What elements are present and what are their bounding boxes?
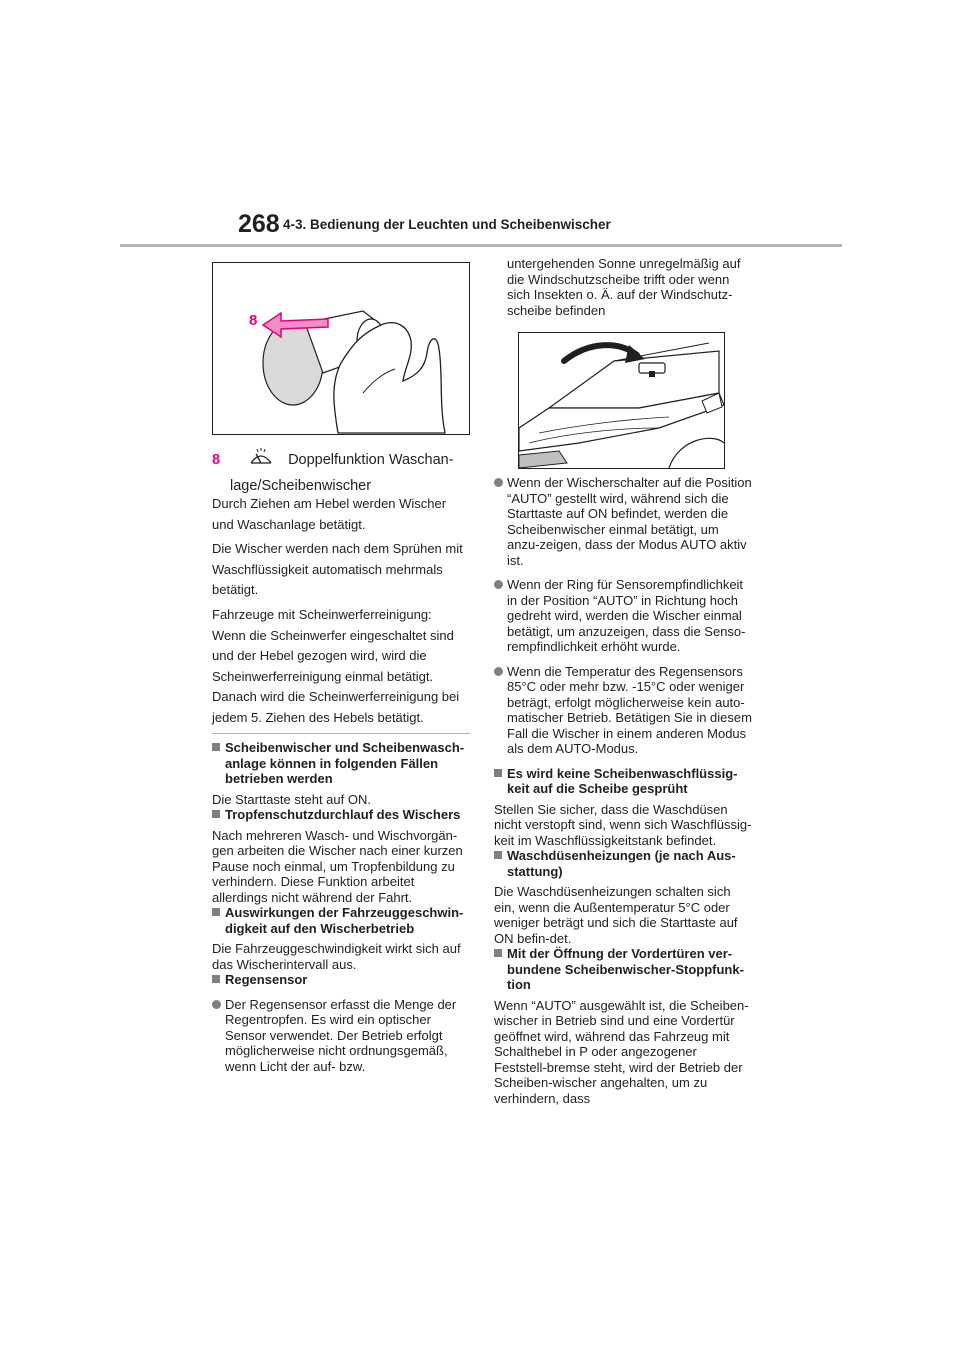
right-notes-lower (494, 475, 752, 1106)
washer-wiper-icon (248, 448, 274, 468)
body-line: Die Wischer werden nach dem Sprühen mit (212, 541, 463, 557)
continued-text: untergehenden Sonne unregelmäßig auf die Windschutzscheibe trifft oder wenn sich Insekten o. Ä. auf der Windschutz-scheibe befinden (507, 256, 741, 318)
body-line: betätigt. (212, 582, 259, 598)
note-bullet: Der Regensensor erfasst die Menge der Regentropfen. Es wird ein optischer Sensor verwendet. Der Betrieb erfolgt möglicherweise nicht ordnungsgemäß, wenn Licht der auf- bzw. (212, 997, 470, 1075)
body-line: Scheinwerferreinigung einmal betätigt. (212, 668, 434, 684)
square-bullet-icon (494, 949, 502, 957)
note-text: Die Waschdüsenheizungen schalten sich ein, wenn die Außentemperatur 5°C oder weniger beträgt und sich die Starttaste auf ON befin-det. (494, 884, 738, 946)
lever-pull-illustration (213, 263, 469, 434)
square-bullet-icon (212, 743, 220, 751)
body-line: Fahrzeuge mit Scheinwerferreinigung: (212, 606, 432, 622)
note-text: Die Fahrzeuggeschwindigkeit wirkt sich auf das Wischerintervall aus. (212, 941, 461, 972)
item-8-heading (212, 447, 470, 499)
body-line: und der Hebel gezogen wird, wird die (212, 648, 427, 664)
body-line: Waschflüssigkeit automatisch mehrmals (212, 561, 443, 577)
note-bullet: Wenn der Ring für Sensorempfindlichkeit in der Position “AUTO” in Richtung hoch gedreht wird, werden die Wischer einmal betätigt, um anzuzeigen, dass die Senso-rempfindlichkeit erhöht wurde. (494, 577, 752, 655)
body-line: und Waschanlage betätigt. (212, 516, 366, 532)
round-bullet-icon (494, 667, 503, 676)
square-bullet-icon (212, 810, 220, 818)
note-text: Stellen Sie sicher, dass die Waschdüsen nicht verstopft sind, wenn sich Waschflüssig-keit im Waschflüssigkeitstank befindet. (494, 801, 752, 848)
header-rule (120, 244, 842, 247)
item-number: 8 (212, 452, 221, 468)
item-8-description (212, 494, 474, 729)
note-heading: Mit der Öffnung der Vordertüren ver-bundene Scheibenwischer-Stoppfunk-tion (494, 946, 752, 993)
body-line: Durch Ziehen am Hebel werden Wischer (212, 496, 447, 511)
right-notes (494, 256, 752, 318)
note-heading: Auswirkungen der Fahrzeuggeschwin-digkeit auf den Wischerbetrieb (212, 905, 470, 936)
note-heading: Tropfenschutzdurchlauf des Wischers (212, 807, 470, 823)
square-bullet-icon (494, 851, 502, 859)
rain-sensor-figure (518, 332, 725, 469)
note-heading: Regensensor (212, 972, 470, 988)
note-text: Nach mehreren Wasch- und Wischvorgän-gen arbeiten die Wischer nach einer kurzen Pause noch einmal, um Tropfenbildung zu verhindern. Diese Funktion arbeitet allerdings nicht während der Fahrt. (212, 827, 463, 905)
item-title-line1: Doppelfunktion Waschan- (288, 452, 454, 468)
section-title: 4-3. Bedienung der Leuchten und Scheibenwischer (283, 217, 611, 232)
note-text: Die Starttaste steht auf ON. (212, 791, 371, 807)
round-bullet-icon (212, 1000, 221, 1009)
note-bullet: Wenn der Wischerschalter auf die Position “AUTO” gestellt wird, während sich die Starttaste auf ON befindet, werden die Scheibenwischer einmal betätigt, um anzu-zeigen, dass der Modus AUTO aktiv ist. (494, 475, 752, 568)
square-bullet-icon (212, 975, 220, 983)
lever-figure (212, 262, 470, 435)
square-bullet-icon (212, 908, 220, 916)
item-title-line2: lage/Scheibenwischer (230, 478, 372, 494)
section-divider (212, 733, 470, 734)
body-line: jedem 5. Ziehen des Hebels betätigt. (212, 709, 424, 725)
left-notes (212, 740, 470, 1074)
square-bullet-icon (494, 769, 502, 777)
note-heading: Scheibenwischer und Scheibenwasch-anlage können in folgenden Fällen betrieben werden (212, 740, 470, 787)
note-heading: Es wird keine Scheibenwaschflüssig-keit auf die Scheibe gesprüht (494, 766, 752, 797)
round-bullet-icon (494, 580, 503, 589)
round-bullet-icon (494, 478, 503, 487)
body-line: Danach wird die Scheinwerferreinigung bei (212, 689, 460, 705)
note-heading: Waschdüsenheizungen (je nach Aus-stattung) (494, 848, 752, 879)
note-text: Wenn “AUTO” ausgewählt ist, die Scheiben-wischer in Betrieb sind und eine Vordertür geöffnet wird, während das Fahrzeug mit Schalthebel in P oder angezogener Feststell-bremse steht, wird der Betrieb der Scheiben-wischer angehalten, um zu verhindern, dass (494, 997, 749, 1106)
body-line: Wenn die Scheinwerfer eingeschaltet sind (212, 627, 454, 643)
note-bullet: Wenn die Temperatur des Regensensors 85°C oder mehr bzw. -15°C oder weniger beträgt, erfolgt möglicherweise kein auto-matischer Betrieb. Betätigen Sie in diesem Fall die Wischer in einem anderen Modus als dem AUTO-Modus. (494, 664, 752, 757)
page-number: 268 (238, 210, 280, 238)
rain-sensor-car-illustration (519, 333, 724, 468)
callout-8: 8 (249, 312, 258, 329)
